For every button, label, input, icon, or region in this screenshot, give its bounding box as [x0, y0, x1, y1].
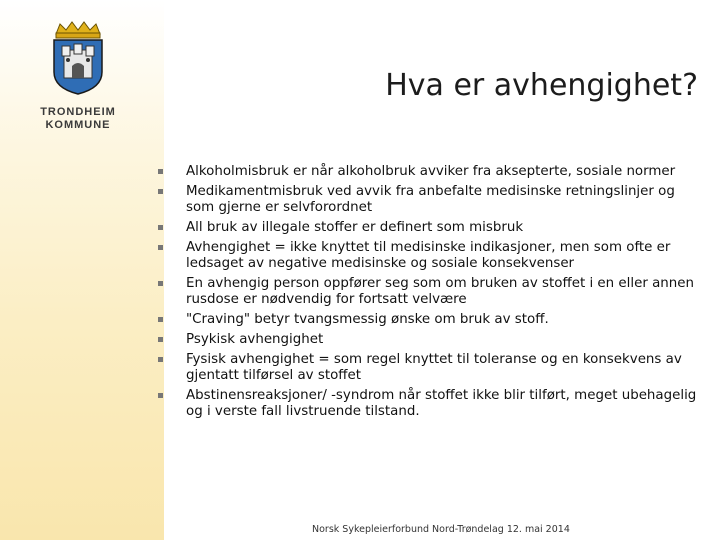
bullet-square-icon	[158, 317, 163, 322]
bullet-item	[158, 332, 703, 348]
bullet-text: Fysisk avhengighet = som regel knyttet til toleranse og en konsekvens av gjentatt tilførsel av stoffet	[186, 352, 682, 383]
bullet-text: Alkoholmisbruk er når alkoholbruk avviker fra aksepterte, sosiale normer	[186, 164, 676, 179]
bullet-text: "Craving" betyr tvangsmessig ønske om bruk av stoff.	[186, 312, 549, 327]
bullet-item	[158, 276, 703, 308]
bullet-item	[158, 388, 703, 420]
bullet-item	[158, 164, 703, 180]
bullet-square-icon	[158, 225, 163, 230]
logo-text-kommune: KOMMUNE	[45, 119, 111, 131]
bullet-square-icon	[158, 357, 163, 362]
bullet-text: All bruk av illegale stoffer er definert som misbruk	[186, 220, 524, 235]
bullet-square-icon	[158, 337, 163, 342]
bullet-item	[158, 312, 703, 328]
bullet-square-icon	[158, 281, 163, 286]
bullet-list	[158, 164, 703, 424]
slide-title: Hva er avhengighet?	[385, 68, 698, 103]
logo-text-trondheim: TRONDHEIM	[40, 106, 116, 118]
bullet-text: Abstinensreaksjoner/ -syndrom når stoffet ikke blir tilført, meget ubehagelig og i verste fall livstruende tilstand.	[186, 388, 697, 419]
bullet-square-icon	[158, 189, 163, 194]
bullet-item	[158, 220, 703, 236]
bullet-item	[158, 352, 703, 384]
bullet-square-icon	[158, 245, 163, 250]
bullet-text: Medikamentmisbruk ved avvik fra anbefalte medisinske retningslinjer og som gjerne er selvforordnet	[186, 184, 675, 215]
bullet-item	[158, 240, 703, 272]
trondheim-kommune-logo	[36, 20, 120, 132]
bullet-text: Psykisk avhengighet	[186, 332, 324, 347]
bullet-square-icon	[158, 393, 163, 398]
coat-of-arms-icon	[48, 20, 108, 96]
bullet-square-icon	[158, 169, 163, 174]
slide-footer: Norsk Sykepleierforbund Nord-Trøndelag 12. mai 2014	[312, 524, 570, 535]
bullet-item	[158, 184, 703, 216]
bullet-text: Avhengighet = ikke knyttet til medisinske indikasjoner, men som ofte er ledsaget av negative medisinske og sosiale konsekvenser	[186, 240, 671, 271]
bullet-text: En avhengig person oppfører seg som om bruken av stoffet i en eller annen rusdose er nødvendig for fortsatt velvære	[186, 276, 694, 307]
